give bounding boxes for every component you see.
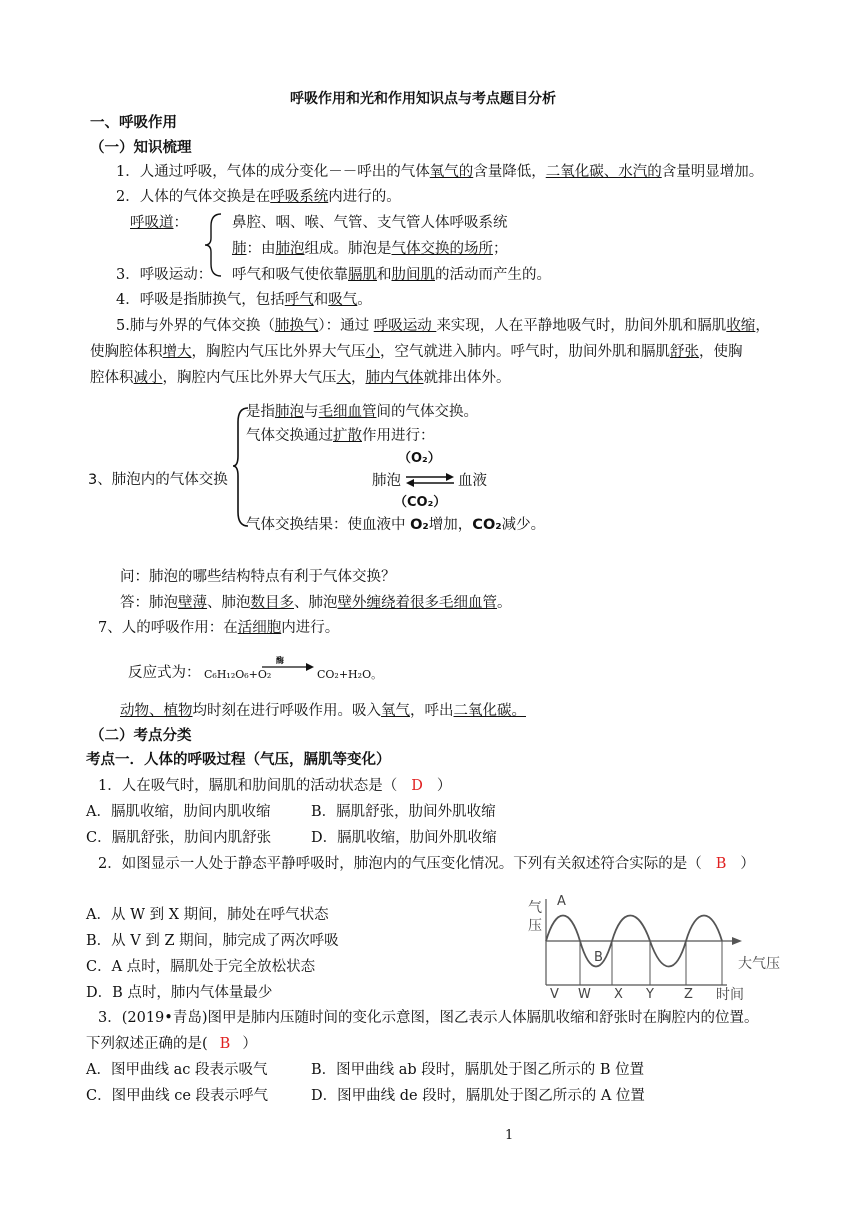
x-axis-label: 时间 bbox=[716, 987, 744, 1003]
underlined-answer: 扩散 bbox=[333, 428, 362, 444]
answer-mark: B bbox=[715, 856, 727, 872]
o2-label: （O₂） bbox=[398, 451, 441, 466]
text: 腔体积 bbox=[90, 370, 134, 386]
arrow-icon bbox=[262, 662, 314, 672]
text: 气体交换通过 bbox=[246, 428, 333, 444]
question-3-option-a: A．图甲曲线 ac 段表示吸气 bbox=[86, 1062, 268, 1078]
exchange-arrows-icon bbox=[404, 470, 456, 490]
tick-y: Y bbox=[646, 987, 654, 1002]
page-number: 1 bbox=[505, 1128, 514, 1143]
knowledge-point-3-label: 3．呼吸运动： bbox=[116, 267, 213, 283]
equation-rhs: CO₂+H₂O。 bbox=[317, 668, 383, 681]
question-3-stem-1: 3．(2019•青岛)图甲是肺内压随时间的变化示意图，图乙表示人体膈肌收缩和舒张时在胸腔内的位置。 bbox=[98, 1010, 759, 1026]
text: 内进行。 bbox=[281, 620, 340, 636]
text: 的活动而产生的。 bbox=[435, 267, 551, 283]
text: ）：通过 bbox=[318, 318, 374, 334]
text: CO₂ bbox=[472, 517, 502, 533]
text: 、肺泡 bbox=[294, 595, 338, 611]
respiration-summary bbox=[120, 702, 526, 720]
text: ，胸腔内气压比外界大气压 bbox=[191, 344, 366, 360]
alveolus-label: 肺泡 bbox=[372, 473, 401, 489]
text: 5.肺与外界的气体交换（ bbox=[116, 318, 275, 334]
question-3-stem-2 bbox=[86, 1035, 257, 1053]
gas-exchange-def bbox=[246, 403, 478, 421]
text: O₂ bbox=[410, 517, 429, 533]
text: 增加， bbox=[428, 517, 473, 533]
knowledge-point-1 bbox=[116, 163, 763, 181]
answer-mark: D bbox=[411, 778, 423, 794]
lung-line bbox=[232, 240, 508, 258]
underlined-answer: 肺换气 bbox=[274, 318, 319, 334]
text: ， bbox=[351, 370, 366, 386]
point-b-label: B bbox=[594, 950, 603, 965]
equation-lhs: C₆H₁₂O₆+O₂ bbox=[204, 668, 272, 681]
tick-v: V bbox=[550, 987, 559, 1002]
text: 减少。 bbox=[501, 517, 546, 533]
equation-label: 反应式为： bbox=[128, 665, 201, 681]
underlined-answer: 壁薄 bbox=[178, 595, 207, 611]
question-text: 问：肺泡的哪些结构特点有利于气体交换？ bbox=[120, 569, 396, 585]
respiratory-tract-line-1: 鼻腔、咽、喉、气管、支气管人体呼吸系统 bbox=[232, 215, 508, 231]
question-3-option-c: C．图甲曲线 ce 段表示呼气 bbox=[86, 1088, 269, 1104]
text: 作用进行： bbox=[362, 428, 435, 444]
text: ，呼出 bbox=[410, 703, 454, 719]
tick-x: X bbox=[614, 987, 623, 1002]
y-axis-label-2: 压 bbox=[528, 918, 542, 934]
answer-mark: B bbox=[219, 1036, 231, 1052]
text: ： bbox=[173, 215, 188, 231]
underlined-answer: 氧气的 bbox=[429, 164, 474, 180]
question-1-stem bbox=[98, 777, 451, 795]
underlined-answer: 肺 bbox=[232, 241, 247, 257]
knowledge-point-3 bbox=[232, 266, 551, 284]
gas-exchange-mechanism bbox=[246, 427, 435, 445]
knowledge-point-5-line-2 bbox=[90, 343, 743, 361]
text: 。 bbox=[497, 595, 512, 611]
gas-exchange-result bbox=[246, 516, 545, 534]
pressure-figure bbox=[522, 893, 802, 1005]
underlined-answer: 氧气 bbox=[381, 703, 410, 719]
underlined-answer: 呼吸运动 bbox=[373, 318, 437, 334]
gas-exchange-label: 3、肺泡内的气体交换 bbox=[88, 472, 228, 488]
text: ） bbox=[436, 778, 452, 794]
underlined-answer: 增大 bbox=[162, 344, 192, 360]
underlined-answer: 二氧化碳。 bbox=[453, 703, 526, 719]
underlined-answer: 膈肌 bbox=[348, 267, 377, 283]
underlined-answer: 大 bbox=[336, 370, 351, 386]
text: 含量降低， bbox=[473, 164, 546, 180]
question-1-option-c: C．膈肌舒张，肋间内肌舒张 bbox=[86, 830, 272, 846]
text: ，空气就进入肺内。呼气时，肋间外肌和膈肌 bbox=[380, 344, 670, 360]
text: 1．人在吸气时，膈肌和肋间肌的活动状态是（ bbox=[98, 778, 398, 794]
underlined-answer: 活细胞 bbox=[237, 620, 282, 636]
text: ， bbox=[755, 318, 770, 334]
tick-w: W bbox=[578, 987, 591, 1002]
underlined-answer: 气体交换的场所 bbox=[391, 241, 493, 257]
text: ； bbox=[493, 241, 508, 257]
knowledge-point-5-line-1 bbox=[116, 317, 770, 335]
text: 间的气体交换。 bbox=[376, 404, 478, 420]
question-2-option-a: A．从 W 到 X 期间，肺处在呼气状态 bbox=[86, 907, 329, 923]
text: 下列叙述正确的是( bbox=[86, 1036, 208, 1052]
text: 来实现，人在平静地吸气时，肋间外肌和膈肌 bbox=[436, 318, 727, 334]
underlined-answer: 小 bbox=[365, 344, 380, 360]
subsection-heading: （一）知识梳理 bbox=[90, 140, 192, 156]
underlined-answer: 数目多 bbox=[250, 595, 294, 611]
co2-label: （CO₂） bbox=[394, 495, 447, 510]
text: 均时刻在进行呼吸作用。吸入 bbox=[192, 703, 381, 719]
underlined-answer: 动物、植物 bbox=[120, 703, 193, 719]
text: ） bbox=[242, 1036, 257, 1052]
page-title: 呼吸作用和光和作用知识点与考点题目分析 bbox=[290, 91, 556, 107]
text: 和 bbox=[313, 292, 329, 308]
question-1-option-a: A．膈肌收缩，肋间内肌收缩 bbox=[86, 804, 271, 820]
brace-icon bbox=[232, 402, 252, 530]
text: 与 bbox=[304, 404, 319, 420]
text: 。 bbox=[357, 292, 372, 308]
text: 4．呼吸是指肺换气，包括 bbox=[116, 292, 285, 308]
text: ：由 bbox=[246, 241, 276, 257]
subsection-heading: （二）考点分类 bbox=[90, 728, 192, 744]
text: 气体交换结果：使血液中 bbox=[246, 517, 411, 533]
text: 含量明显增加。 bbox=[661, 164, 764, 180]
underlined-answer: 减小 bbox=[133, 370, 163, 386]
knowledge-point-5-line-3 bbox=[90, 369, 511, 387]
respiratory-tract-label bbox=[130, 214, 188, 232]
section-heading: 一、呼吸作用 bbox=[90, 115, 177, 131]
underlined-answer: 肋间肌 bbox=[391, 267, 435, 283]
point-a-label: A bbox=[557, 894, 566, 909]
underlined-answer: 肺泡 bbox=[275, 404, 304, 420]
text: ，胸腔内气压比外界大气压 bbox=[162, 370, 337, 386]
underlined-answer: 收缩 bbox=[726, 318, 756, 334]
underlined-answer: 呼吸系统 bbox=[270, 189, 329, 205]
question-2-stem bbox=[98, 855, 755, 873]
underlined-answer: 肺泡 bbox=[275, 241, 305, 257]
text: 使胸腔体积 bbox=[90, 344, 163, 360]
question-3-option-d: D．图甲曲线 de 段时，膈肌处于图乙所示的 A 位置 bbox=[311, 1088, 645, 1104]
tick-z: Z bbox=[684, 987, 693, 1002]
question-1-option-b: B．膈肌舒张，肋间外肌收缩 bbox=[311, 804, 496, 820]
question-1-option-d: D．膈肌收缩，肋间外肌收缩 bbox=[311, 830, 497, 846]
enzyme-label: 酶 bbox=[276, 655, 284, 665]
question-3-option-b: B．图甲曲线 ab 段时，膈肌处于图乙所示的 B 位置 bbox=[311, 1062, 645, 1078]
underlined-answer: 二氧化碳、水汽的 bbox=[545, 164, 662, 180]
enzyme-arrow bbox=[262, 654, 314, 674]
text: 呼气和吸气使依靠 bbox=[232, 267, 348, 283]
text: 、肺泡 bbox=[207, 595, 251, 611]
text: 2．如图显示一人处于静态平静呼吸时，肺泡内的气压变化情况。下列有关叙述符合实际的是（ bbox=[98, 856, 702, 872]
text: 就排出体外。 bbox=[423, 370, 511, 386]
text: 2．人体的气体交换是在 bbox=[116, 189, 271, 205]
knowledge-point-2 bbox=[116, 188, 401, 206]
question-2-option-d: D．B 点时，肺内气体量最少 bbox=[86, 985, 273, 1001]
text: 和 bbox=[377, 267, 392, 283]
text: 内进行的。 bbox=[328, 189, 401, 205]
text: ，使胸 bbox=[699, 344, 743, 360]
underlined-answer: 肺内气体 bbox=[365, 370, 424, 386]
text: 是指 bbox=[246, 404, 275, 420]
text: 答：肺泡 bbox=[120, 595, 178, 611]
underlined-answer: 吸气 bbox=[328, 292, 358, 308]
y-axis-label-1: 气 bbox=[528, 900, 542, 916]
knowledge-point-7 bbox=[98, 619, 339, 637]
atmospheric-pressure-label: 大气压 bbox=[738, 956, 780, 972]
underlined-answer: 呼气 bbox=[284, 292, 314, 308]
knowledge-point-4 bbox=[116, 291, 372, 309]
question-2-option-c: C．A 点时，膈肌处于完全放松状态 bbox=[86, 959, 316, 975]
underlined-answer: 毛细血管 bbox=[318, 404, 377, 420]
text: 组成。肺泡是 bbox=[304, 241, 392, 257]
topic-heading: 考点一．人体的呼吸过程（气压，膈肌等变化） bbox=[86, 752, 391, 768]
underlined-answer: 壁外缠绕着很多毛细血管 bbox=[337, 595, 497, 611]
underlined-answer: 舒张 bbox=[670, 344, 699, 360]
answer-text bbox=[120, 594, 512, 612]
text: 7、人的呼吸作用：在 bbox=[98, 620, 238, 636]
question-2-option-b: B．从 V 到 Z 期间，肺完成了两次呼吸 bbox=[86, 933, 339, 949]
underlined-answer: 呼吸道 bbox=[130, 215, 174, 231]
blood-label: 血液 bbox=[458, 473, 487, 489]
text: ） bbox=[740, 856, 755, 872]
text: 1．人通过呼吸，气体的成分变化－－呼出的气体 bbox=[116, 164, 430, 180]
